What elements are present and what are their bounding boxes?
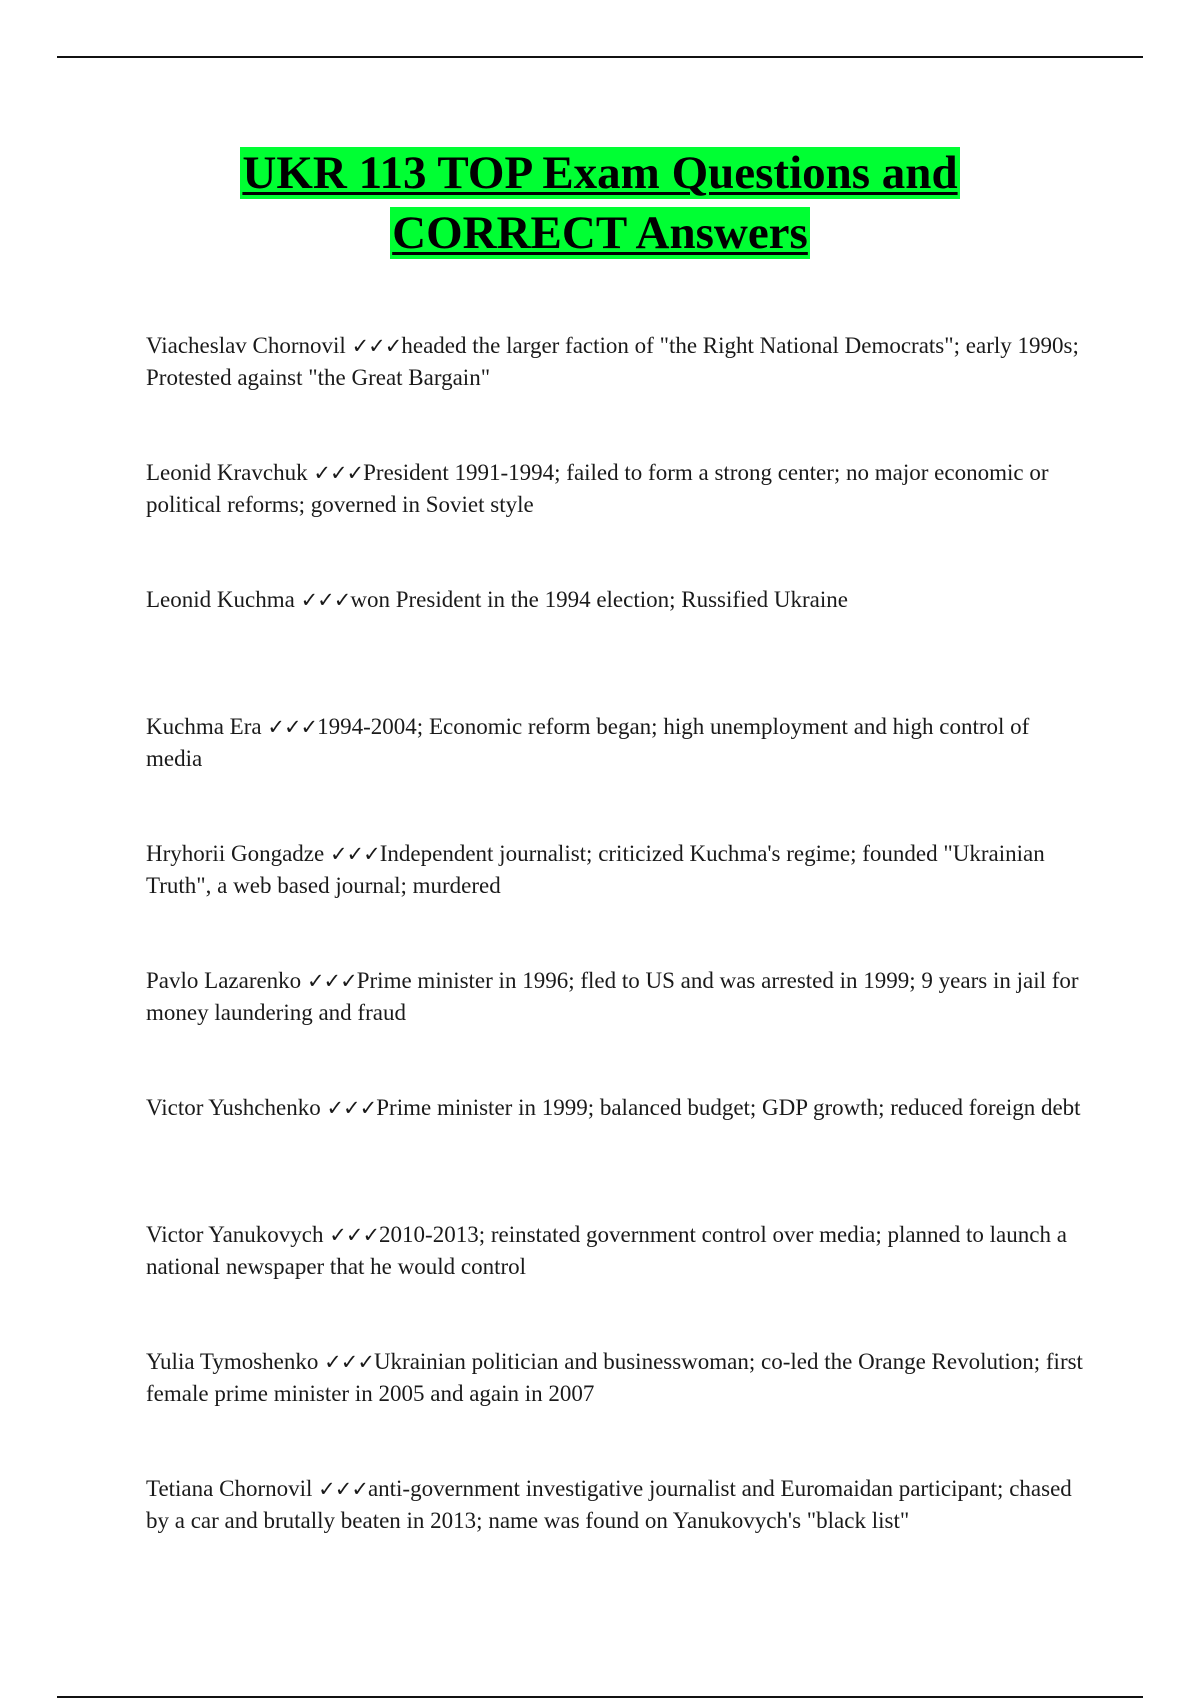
entry-answer: Prime minister in 1996; fled to US and was arrested in 1999; 9 years in jail for money laundering and fraud [146,968,1079,1025]
qa-entry [146,1219,1086,1346]
qa-entry [146,330,1086,457]
qa-entry [146,1473,1086,1600]
entry-answer: anti-government investigative journalist and Euromaidan participant; chased by a car and brutally beaten in 2013; name was found on Yanukovych's "black list" [146,1476,1072,1533]
entry-term: Pavlo Lazarenko [146,968,302,993]
entry-term: Victor Yushchenko [146,1095,321,1120]
check-marks: ✓✓✓ [267,715,318,739]
qa-list [146,330,1086,1600]
qa-entry [146,1092,1086,1219]
title-line-1: UKR 113 TOP Exam Questions and [242,147,958,199]
entry-answer: Ukrainian politician and businesswoman; co-led the Orange Revolution; first female prime minister in 2005 and again in 2007 [146,1349,1083,1406]
check-marks: ✓✓✓ [329,842,380,866]
entry-term: Tetiana Chornovil [146,1476,313,1501]
entry-answer: Prime minister in 1999; balanced budget; GDP growth; reduced foreign debt [376,1095,1081,1120]
qa-entry [146,457,1086,584]
check-marks: ✓✓✓ [324,1350,374,1374]
check-marks: ✓✓✓ [351,334,402,358]
title-line-2: CORRECT Answers [392,207,808,259]
check-marks: ✓✓✓ [313,461,364,485]
qa-entry [146,711,1086,838]
entry-answer: won President in the 1994 election; Russified Ukraine [350,587,848,612]
document-title [0,143,1200,263]
entry-term: Yulia Tymoshenko [146,1349,319,1374]
check-marks: ✓✓✓ [329,1223,380,1247]
bottom-rule [57,1696,1143,1698]
top-rule [57,56,1143,58]
entry-term: Victor Yanukovych [146,1222,324,1247]
entry-term: Kuchma Era [146,714,262,739]
check-marks: ✓✓✓ [300,588,351,612]
qa-entry [146,965,1086,1092]
entry-answer: headed the larger faction of "the Right National Democrats"; early 1990s; Protested against "the Great Bargain" [146,333,1079,390]
entry-term: Leonid Kuchma [146,587,295,612]
entry-term: Hryhorii Gongadze [146,841,325,866]
entry-term: Viacheslav Chornovil [146,333,346,358]
check-marks: ✓✓✓ [326,1096,377,1120]
entry-term: Leonid Kravchuk [146,460,308,485]
entry-answer: 2010-2013; reinstated government control over media; planned to launch a national newspaper that he would control [146,1222,1067,1279]
qa-entry [146,838,1086,965]
check-marks: ✓✓✓ [318,1477,368,1501]
qa-entry [146,584,1086,711]
entry-answer: Independent journalist; criticized Kuchma's regime; founded "Ukrainian Truth", a web based journal; murdered [146,841,1045,898]
qa-entry [146,1346,1086,1473]
entry-answer: 1994-2004; Economic reform began; high unemployment and high control of media [146,714,1030,771]
entry-answer: President 1991-1994; failed to form a strong center; no major economic or political reforms; governed in Soviet style [146,460,1049,517]
check-marks: ✓✓✓ [306,969,357,993]
